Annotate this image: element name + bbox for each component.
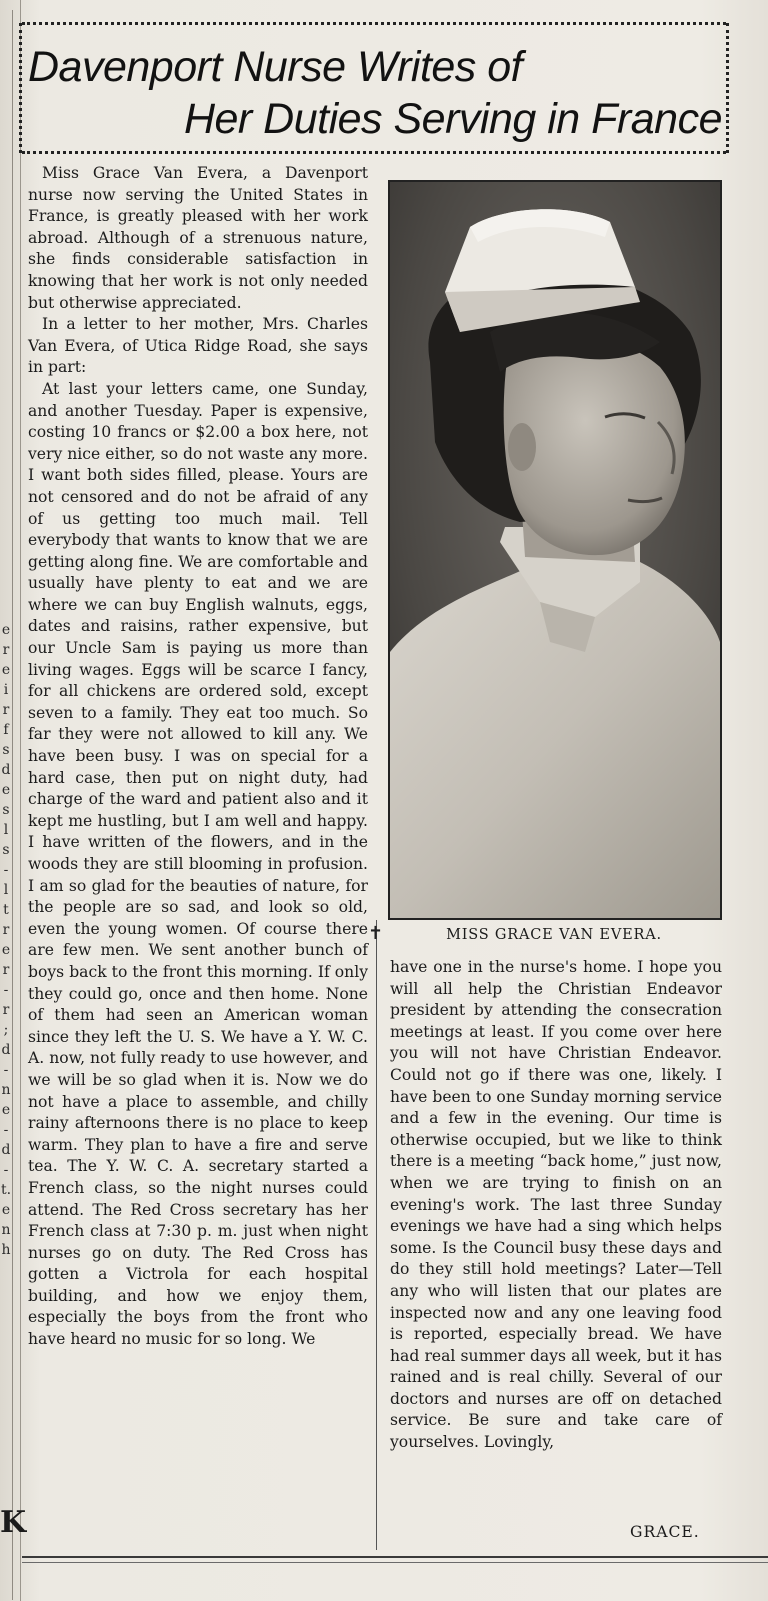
clipped-letter: K	[0, 1505, 27, 1540]
bottom-rule-thin	[22, 1562, 768, 1563]
gutter-letter: r	[2, 1002, 10, 1018]
headline-line-2: Her Duties Serving in France	[183, 95, 722, 143]
gutter-letter: h	[1, 1242, 11, 1258]
gutter-letter: e	[1, 622, 11, 638]
gutter-letter: -	[3, 1062, 9, 1078]
gutter-letter: r	[2, 962, 10, 978]
gutter-letter: s	[2, 802, 10, 818]
gutter-letter: -	[3, 1122, 9, 1138]
gutter-letter: e	[1, 1102, 11, 1118]
gutter-letter: i	[3, 682, 9, 698]
headline-box	[22, 22, 726, 154]
gutter-letter: ;	[3, 1022, 9, 1038]
gutter-letter: f	[3, 722, 9, 738]
article-paragraph: Miss Grace Van Evera, a Davenport nurse now serving the United States in France, is greatly pleased with her work abroad. Although of a strenuous nature, she finds considerable satisfaction in knowing that her work is not only needed but otherwise appreciated.	[28, 164, 368, 312]
gutter-letter: r	[2, 702, 10, 718]
letter-signature: GRACE.	[630, 1523, 700, 1541]
article-continuation: have one in the nurse's home. I hope you will all help the Christian Endeavor president by attending the consecration meetings at least. If you come over here you will not have Christian Endeavor. Could not go if there was one, likely. I have been to one Sunday morning service and a few in the evening. Our time is otherwise occupied, but we like to think there is a meeting “back home,” just now, when we are trying to finish on an evening's work. The last three Sunday evenings we have had a sing which helps some. Is the Council busy these days and do they still hold meetings? Later—Tell any who will listen that our plates are inspected now and any one leaving food is reported, especially bread. We have had real summer days all week, but it has rained and is real chilly. Several of our doctors and nurses are off on detached service. Be sure and take care of yourselves. Lovingly,	[390, 958, 722, 1452]
portrait-photo	[388, 180, 722, 920]
gutter-letter: l	[3, 882, 9, 898]
gutter-letter: t.	[0, 1182, 12, 1198]
headline-line-1: Davenport Nurse Writes of	[28, 43, 523, 91]
gutter-letter: e	[1, 782, 11, 798]
gutter-letter: n	[1, 1222, 11, 1238]
gutter-letter: s	[2, 742, 10, 758]
dagger-mark: ✝	[368, 923, 384, 944]
portrait-image	[390, 182, 720, 918]
gutter-letter: -	[3, 1162, 9, 1178]
column-rule	[12, 10, 13, 1600]
gutter-letter: -	[3, 862, 9, 878]
gutter-letter: d	[1, 1142, 11, 1158]
gutter-letter: l	[3, 822, 9, 838]
article-paragraph: At last your letters came, one Sunday, and another Tuesday. Paper is expensive, costing 10 francs or $2.00 a box here, not very nice either, so do not waste any more. I want both sides filled, please. Yours are not censored and do not be afraid of any of us getting too much mail. Tell everybody that wants to know that we are getting along fine. We are comfortable and usually have plenty to eat and we are where we can buy English walnuts, eggs, dates and raisins, rather expensive, but our Uncle Sam is paying us more than living wages. Eggs will be scarce I fancy, for all chickens are ordered sold, except seven to a family. They eat too much. So far they were not allowed to kill any. We have been busy. I was on special for a hard case, then put on night duty, had charge of the ward and patient also and it kept me hustling, but I am well and happy. I have written of the flowers, and in the woods they are still blooming in profusion. I am so glad for the beauties of nature, for the people are so sad, and look so old, even the young women. Of course there are few men. We sent another bunch of boys back to the front this morning. If only they could go, once and then home. None of them had seen an American woman since they left the U. S. We have a Y. W. C. A. now, not fully ready to use however, and we will be so glad when it is. Now we do not have a place to assemble, and chilly rainy afternoons there is no place to keep warm. They plan to have a fire and serve tea. The Y. W. C. A. secretary started a French class, so the night nurses could attend. The Red Cross secretary has her French class at 7:30 p. m. just when night nurses go on duty. The Red Cross has gotten a Victrola for each hospital building, and how we enjoy them, especially the boys from the front who have heard no music for so long. We	[28, 379, 368, 1349]
article-paragraph: In a letter to her mother, Mrs. Charles Van Evera, of Utica Ridge Road, she says in part:	[28, 315, 368, 377]
photo-caption: MISS GRACE VAN EVERA.	[446, 927, 662, 943]
gutter-letter: e	[1, 942, 11, 958]
column-divider	[376, 920, 377, 1550]
gutter-letter: r	[2, 922, 10, 938]
gutter-letter: e	[1, 662, 11, 678]
gutter-letter: n	[1, 1082, 11, 1098]
bottom-rule	[22, 1556, 768, 1558]
gutter-letter: d	[1, 762, 11, 778]
article-right-column	[390, 957, 722, 1454]
gutter-letter: e	[1, 1202, 11, 1218]
article-left-column	[28, 163, 368, 1351]
gutter-letter: t	[3, 902, 9, 918]
gutter-letter: d	[1, 1042, 11, 1058]
gutter-letter: s	[2, 842, 10, 858]
gutter-letter: -	[3, 982, 9, 998]
gutter-letter: r	[2, 642, 10, 658]
adjacent-column-edge	[0, 0, 27, 1601]
clipped-adjacent-text	[0, 620, 12, 1260]
